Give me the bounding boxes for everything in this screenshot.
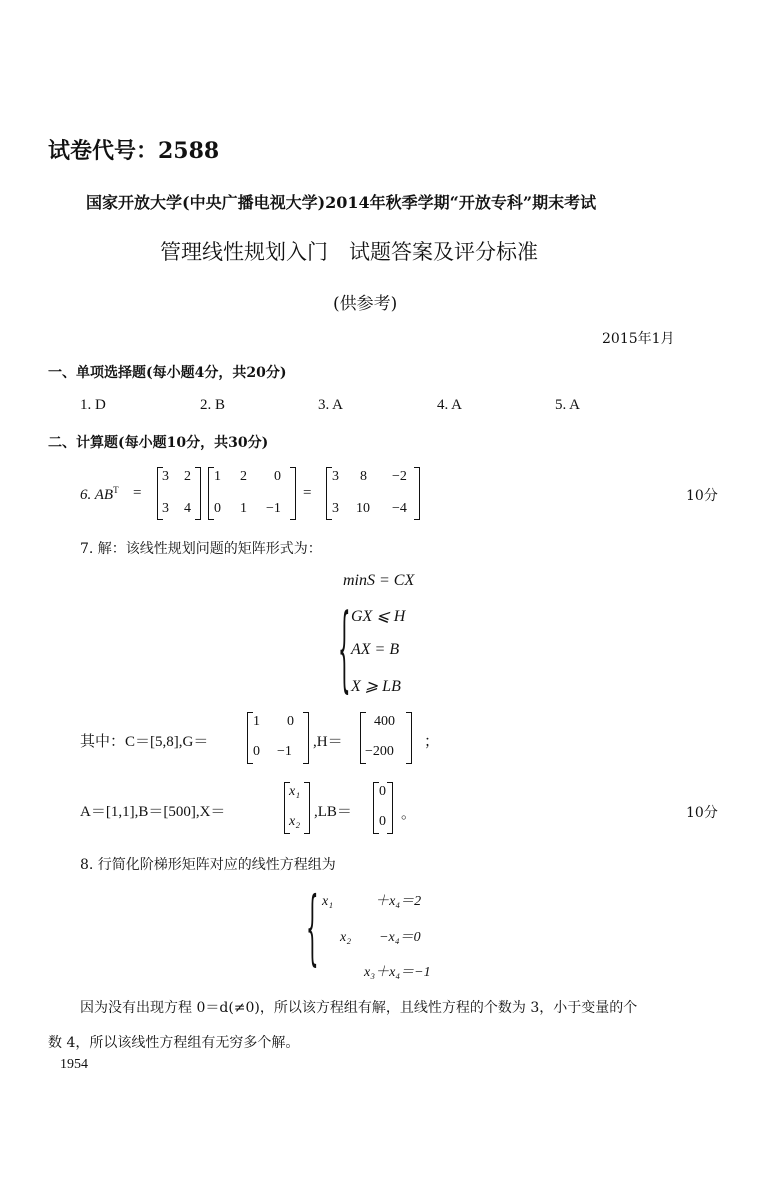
- answer-1: 1. D: [80, 397, 106, 413]
- matrix-cell: 0: [253, 744, 260, 759]
- matrix-b: [208, 467, 296, 520]
- q7-score: 10分: [686, 805, 718, 821]
- q7-objective: minS = CX: [343, 572, 415, 589]
- equation-2: x₂ −x₄＝0: [340, 930, 421, 945]
- matrix-cell: 1: [240, 501, 247, 516]
- matrix-cell: 8: [360, 469, 367, 484]
- constraint-3: X ⩾ LB: [351, 678, 401, 695]
- matrix-cell: 4: [184, 501, 191, 516]
- matrix-cell: −4: [392, 501, 407, 516]
- q6-equals: =: [133, 485, 142, 501]
- matrix-cell: 0: [274, 469, 281, 484]
- equation-1: x₁ ＋x₄＝2: [322, 894, 422, 909]
- answer-2: 2. B: [200, 397, 226, 413]
- matrix-cell: x₁: [289, 784, 301, 799]
- matrix-g: [247, 712, 309, 764]
- matrix-product: [326, 467, 420, 520]
- q7-intro: 7. 解：该线性规划问题的矩阵形式为：: [80, 541, 322, 557]
- h-label: ,H＝: [313, 734, 343, 750]
- matrix-cell: 3: [332, 469, 339, 484]
- matrix-cell: 0: [379, 784, 386, 799]
- matrix-a: [157, 467, 201, 520]
- section1-heading: 一、单项选择题(每小题4分，共20分): [48, 365, 287, 381]
- answer-5: 5. A: [555, 397, 581, 413]
- matrix-cell: 10: [356, 501, 370, 516]
- matrix-cell: −2: [392, 469, 407, 484]
- subject-title: 管理线性规划入门 试题答案及评分标准: [160, 240, 538, 264]
- constraint-2: AX = B: [351, 641, 400, 658]
- lb-label: ,LB＝: [314, 804, 352, 820]
- matrix-x: [284, 782, 310, 834]
- constraint-1: GX ⩽ H: [351, 608, 406, 625]
- matrix-cell: 3: [332, 501, 339, 516]
- matrix-cell: 3: [162, 501, 169, 516]
- q7-period: 。: [401, 804, 417, 822]
- matrix-cell: 2: [184, 469, 191, 484]
- matrix-lb: [373, 782, 393, 834]
- matrix-cell: 0: [287, 714, 294, 729]
- q8-conclusion-line1: 因为没有出现方程 0＝d(≠0)，所以该方程组有解，且线性方程的个数为 3，小于变量的个: [80, 1000, 638, 1016]
- q7-line2: A＝[1,1],B＝[500],X＝: [80, 804, 226, 820]
- page-number: 1954: [60, 1057, 88, 1072]
- q6-label: 6. $AB^T$: [80, 485, 119, 503]
- q6-equals-2: =: [303, 485, 312, 501]
- q7-semicolon: ；: [424, 732, 440, 750]
- equation-3: x₃＋x₄＝−1: [364, 965, 431, 980]
- matrix-cell: 1: [253, 714, 260, 729]
- exam-date: 2015年1月: [602, 331, 675, 347]
- matrix-cell: −200: [365, 744, 394, 759]
- matrix-cell: −1: [266, 501, 281, 516]
- matrix-h: [360, 712, 412, 764]
- q7-where: 其中：C＝[5,8],G＝: [80, 734, 209, 750]
- left-brace-icon: {: [338, 600, 351, 705]
- exam-title: 国家开放大学(中央广播电视大学)2014年秋季学期“开放专科”期末考试: [86, 193, 597, 212]
- matrix-cell: −1: [277, 744, 292, 759]
- answer-3: 3. A: [318, 397, 344, 413]
- q8-intro: 8. 行简化阶梯形矩阵对应的线性方程组为: [80, 857, 336, 873]
- q8-conclusion-line2: 数 4，所以该线性方程组有无穷多个解。: [48, 1035, 300, 1051]
- left-brace-icon: {: [306, 884, 319, 977]
- paper-code: 试卷代号：2588: [48, 138, 220, 164]
- matrix-cell: 0: [214, 501, 221, 516]
- matrix-cell: x₂: [289, 814, 301, 829]
- matrix-cell: 0: [379, 814, 386, 829]
- matrix-cell: 3: [162, 469, 169, 484]
- matrix-cell: 2: [240, 469, 247, 484]
- matrix-cell: 400: [374, 714, 395, 729]
- answer-4: 4. A: [437, 397, 463, 413]
- reference-note: (供参考): [333, 294, 398, 314]
- matrix-cell: 1: [214, 469, 221, 484]
- section2-heading: 二、计算题(每小题10分，共30分): [48, 435, 269, 451]
- q6-score: 10分: [686, 488, 718, 504]
